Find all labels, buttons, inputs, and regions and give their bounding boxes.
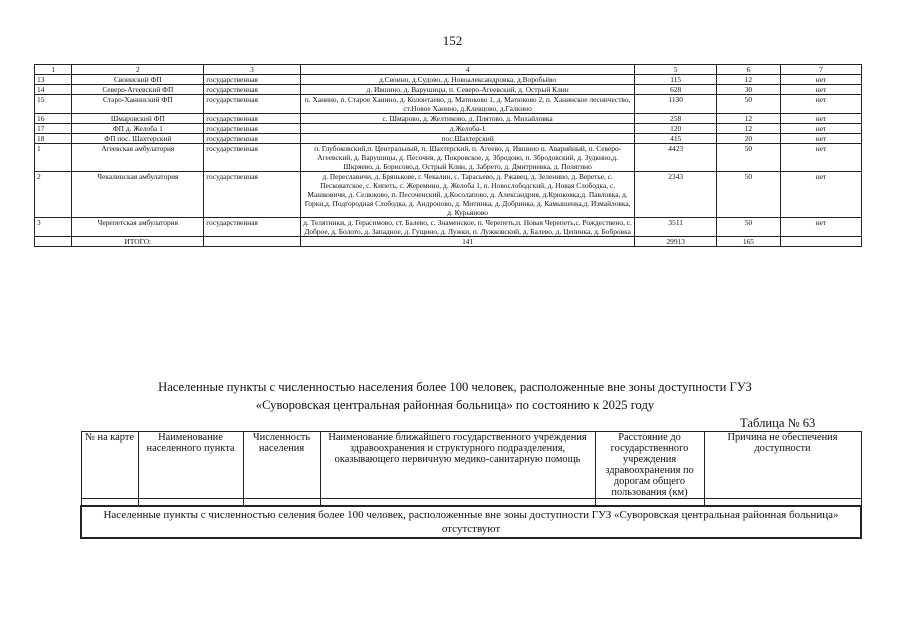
total-population: 29913 [635,237,716,247]
table-header-row [81,432,861,499]
column-number: 7 [780,65,861,75]
reason: нет [780,85,861,95]
note-row [81,506,861,538]
population: 4423 [635,144,716,172]
served-settlements: д. Переславичи, д. Брянькове, г. Чекалин, с. Тарасьево, д. Ржавец, д. Зеленино, д. Веретье, с. Песковатское, с. Кипеть, с. Жеремино, д. Желоба 1, п. Новослободский, д. Новая Слободка, с. Машковичи, д. Селюково, п. Песоченский, д.Косолапово, д. Александрия, д.Крюковка,д. Павловка, д. Горки,д. Подгородная Слободка, д. Андроново, д. Митинка, д. Добринка, д. Камышенка,д. Измайловка, д. Курьяново [300,172,635,218]
facilities-table [34,64,862,247]
reason: нет [780,134,861,144]
served-settlements: п. Ханино, п. Старое Ханино, д. Колонтаево, д. Матюково 1, д. Матюково 2, п. Ханинское лесничество, ст.Новое Ханино, д.Клевцово, д.Галкино [300,95,635,114]
served-settlements: п. Глубоковский,п. Центральный, п. Шахтерский, п. Агеево, д. Ившино п. Аварийный, п. Северо-Агеевский, д. Варушицы, д. Песочня, д. Покровское, д. Збродово, п. Збродовский, д. Зудкино,д. Шкряево, д. Борисово,д. Острый Клин, д. Забрето, д. Дмитриевка, д. Полягино [300,144,635,172]
row-number: 2 [35,172,72,218]
column-number: 5 [635,65,716,75]
facility-name: Своинский ФП [72,75,204,85]
facility-name: Шмаровский ФП [72,114,204,124]
reason: нет [780,95,861,114]
population: 120 [635,124,716,134]
ownership-type: государственная [204,114,301,124]
distance: 12 [716,124,780,134]
section-heading [60,378,850,414]
ownership-type: государственная [204,124,301,134]
column-number: 3 [204,65,301,75]
reason: нет [780,75,861,85]
row-number: 14 [35,85,72,95]
row-number: 16 [35,114,72,124]
row-number: 15 [35,95,72,114]
row-number: 18 [35,134,72,144]
header-settlement-name: Наименование населенного пункта [138,432,243,499]
distance: 50 [716,218,780,237]
page-number: 152 [442,33,463,48]
reason: нет [780,144,861,172]
served-settlements: д.Желоба-1 [300,124,635,134]
distance: 50 [716,172,780,218]
served-settlements: д. Телятники, д. Герасимово, ст. Балево, с. Знаменское, п. Черепеть,п. Новая Черепеть,с. Рождествено, с. Доброе, д. Болото, д. Западное, д. Гущино, д. Лужки, п. Лужковский, д. Балево, д. Цепинка, д. Бобровка [300,218,635,237]
total-cell [35,237,72,247]
table-row [35,218,862,237]
table-row [35,134,862,144]
row-number: 17 [35,124,72,134]
heading-line: «Суворовская центральная районная больница» по состоянию к 2025 году [255,398,655,412]
table-row [35,75,862,85]
population: 115 [635,75,716,85]
facility-name: Агеевская амбулатория [72,144,204,172]
ownership-type: государственная [204,144,301,172]
facility-name: ФП пос. Шахтерский [72,134,204,144]
total-distance: 165 [716,237,780,247]
table-row [35,114,862,124]
table-row [35,85,862,95]
distance: 12 [716,114,780,124]
reason: нет [780,218,861,237]
ownership-type: государственная [204,85,301,95]
ownership-type: государственная [204,218,301,237]
row-number: 1 [35,144,72,172]
served-settlements: д.Своино, д.Судово, д. Новоалександровка, д.Воробьёво [300,75,635,85]
column-number: 2 [72,65,204,75]
reason: нет [780,124,861,134]
distance: 20 [716,134,780,144]
table-header-row [35,65,862,75]
table-row [35,144,862,172]
ownership-type: государственная [204,95,301,114]
total-label: ИТОГО: [72,237,204,247]
served-settlements: с. Шмарово, д. Желтиково, д. Плятово, д. Михайловка [300,114,635,124]
column-number: 4 [300,65,635,75]
reason: нет [780,114,861,124]
facility-name: Чекалинская амбулатория [72,172,204,218]
population: 415 [635,134,716,144]
header-map-number: № на карте [81,432,138,499]
facility-name: ФП д. Желоба 1 [72,124,204,134]
ownership-type: государственная [204,75,301,85]
population: 2343 [635,172,716,218]
distance: 50 [716,95,780,114]
total-settlements: 141 [300,237,635,247]
total-cell [780,237,861,247]
population: 1130 [635,95,716,114]
reason: нет [780,172,861,218]
ownership-type: государственная [204,172,301,218]
population: 628 [635,85,716,95]
row-number: 3 [35,218,72,237]
population: 3511 [635,218,716,237]
total-row [35,237,862,247]
distance: 30 [716,85,780,95]
total-cell [204,237,301,247]
empty-row [81,499,861,507]
distance: 50 [716,144,780,172]
header-distance: Расстояние до государственного учреждения здравоохранения по дорогам общего пользования (км) [595,432,704,499]
table-label: Таблица № 63 [740,416,816,430]
table-row [35,95,862,114]
header-reason: Причина не обеспечения доступности [704,432,861,499]
table-row [35,172,862,218]
inaccessible-settlements-table [80,431,862,539]
served-settlements: пос.Шахтерский [300,134,635,144]
column-number: 6 [716,65,780,75]
row-number: 13 [35,75,72,85]
header-population: Численность населения [243,432,320,499]
facility-name: Северо-Агеевский ФП [72,85,204,95]
facility-name: Старо-Ханинский ФП [72,95,204,114]
column-number: 1 [35,65,72,75]
table-row [35,124,862,134]
note-text: Населенные пункты с численностью селения более 100 человек, расположенные вне зоны доступности ГУЗ «Суворовская центральная районная больница» отсутствуют [81,506,861,538]
distance: 12 [716,75,780,85]
heading-line: Населенные пункты с численностью населения более 100 человек, расположенные вне зоны доступности ГУЗ [158,380,752,394]
population: 258 [635,114,716,124]
facility-name: Черепетская амбулатория [72,218,204,237]
served-settlements: д. Ившино, д. Варушицы, п. Северо-Агеевский, д. Острый Клин [300,85,635,95]
ownership-type: государственная [204,134,301,144]
header-nearest-facility: Наименование ближайшего государственного учреждения здравоохранения и структурного подразделения, оказывающего первичную медико-санитарную помощь [320,432,595,499]
